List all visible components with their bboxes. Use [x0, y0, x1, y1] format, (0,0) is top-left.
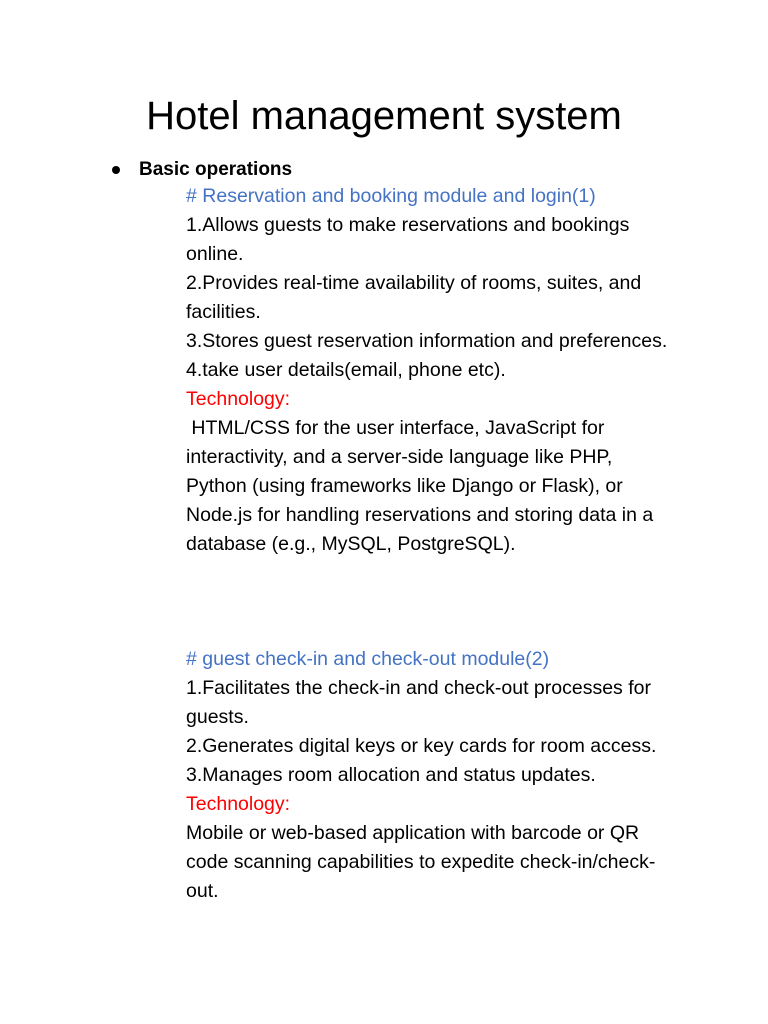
technology-label: Technology: — [186, 793, 291, 815]
technology-label: Technology: — [186, 388, 291, 410]
module-heading: # Reservation and booking module and login(1) — [186, 185, 596, 207]
module-item: 1.Allows guests to make reservations and bookings online. — [186, 214, 630, 265]
module-item: 3.Stores guest reservation information and preferences. — [186, 330, 668, 352]
module-heading: # guest check-in and check-out module(2) — [186, 648, 550, 670]
technology-text: HTML/CSS for the user interface, JavaScript for interactivity, and a server-side language like PHP, Python (using frameworks like Django or Flask), or Node.js for handling reservations and storing data in a database (e.g., MySQL, PostgreSQL). — [186, 417, 659, 555]
technology-text: Mobile or web-based application with barcode or QR code scanning capabilities to expedite check-in/check-out. — [186, 822, 656, 902]
bullet-dot-icon — [112, 166, 120, 174]
module-check-in-check-out — [186, 645, 676, 906]
page-title: Hotel management system — [146, 94, 622, 138]
bullet-label: Basic operations — [139, 159, 293, 180]
bullet-item-basic-operations — [112, 155, 292, 184]
module-item: 4.take user details(email, phone etc). — [186, 359, 506, 381]
module-item: 2.Provides real-time availability of rooms, suites, and facilities. — [186, 272, 642, 323]
module-item: 3.Manages room allocation and status updates. — [186, 764, 596, 786]
module-item: 2.Generates digital keys or key cards for room access. — [186, 735, 657, 757]
module-reservation-booking — [186, 182, 676, 559]
module-item: 1.Facilitates the check-in and check-out processes for guests. — [186, 677, 651, 728]
